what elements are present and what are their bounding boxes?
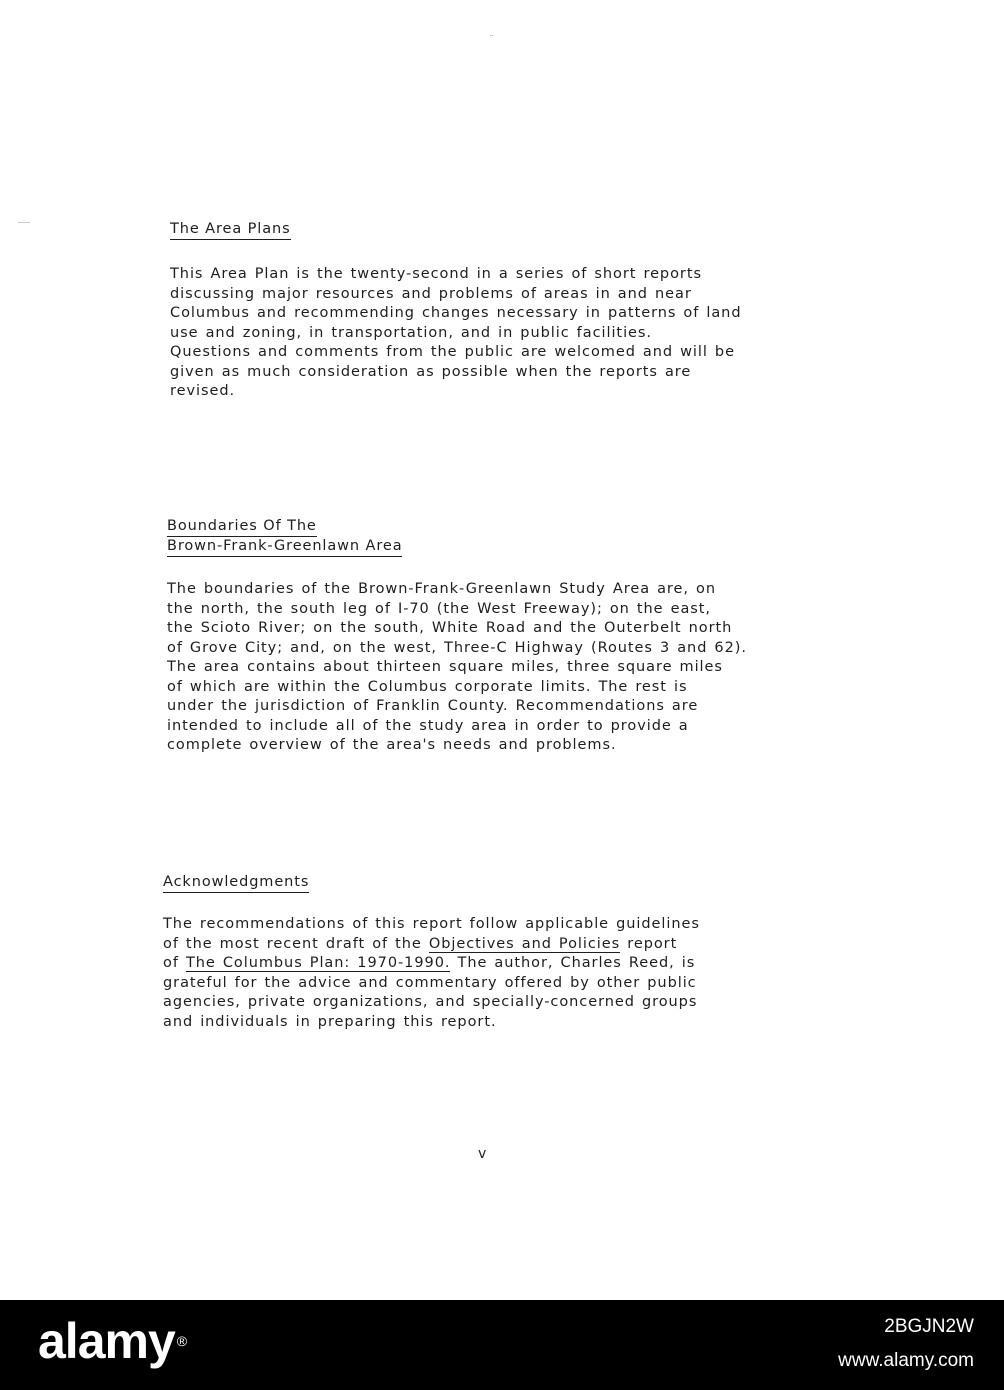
text-line: the north, the south leg of I-70 (the West Freeway); on the east,	[167, 600, 711, 617]
watermark-url: www.alamy.com	[838, 1350, 974, 1371]
text-line: use and zoning, in transportation, and in public facilities.	[170, 324, 652, 341]
report-title-columbus-plan: The Columbus Plan: 1970-1990.	[185, 955, 451, 971]
text-line: revised.	[170, 383, 236, 399]
report-title-objectives-policies: Objectives and Policies	[428, 935, 621, 952]
text-line: complete overview of the area's needs and problems.	[167, 737, 617, 753]
text-line: of the most recent draft of the Objectives and Policies report	[163, 935, 678, 952]
text-line: under the jurisdiction of Franklin County. Recommendations are	[167, 698, 699, 714]
alamy-logo: alamy ®	[38, 1313, 188, 1369]
text-line: The area contains about thirteen square miles, three square miles	[167, 659, 723, 675]
text-line: of The Columbus Plan: 1970-1990. The author, Charles Reed, is	[163, 955, 696, 971]
text-line: The recommendations of this report follow applicable guidelines	[163, 916, 700, 932]
text-line: discussing major resources and problems of areas in and near	[170, 285, 692, 302]
paragraph-area-plans	[170, 265, 741, 402]
scan-speck	[490, 35, 493, 36]
text-line: intended to include all of the study area in order to provide a	[167, 717, 689, 734]
text-line: of which are within the Columbus corporate limits. The rest is	[167, 678, 688, 695]
section-heading-area-plans: The Area Plans	[170, 220, 291, 240]
scan-speck	[18, 222, 30, 223]
paragraph-boundaries	[167, 580, 747, 756]
paragraph-acknowledgments	[163, 915, 700, 1032]
text-line: Questions and comments from the public are welcomed and will be	[170, 344, 735, 360]
section-heading-acknowledgments: Acknowledgments	[163, 873, 309, 893]
text-line: grateful for the advice and commentary offered by other public	[163, 974, 697, 991]
text-line: The boundaries of the Brown-Frank-Greenlawn Study Area are, on	[167, 581, 716, 597]
text-line: agencies, private organizations, and specially-concerned groups	[163, 994, 698, 1010]
text-line: This Area Plan is the twenty-second in a series of short reports	[170, 266, 702, 282]
text-line: of Grove City; and, on the west, Three-C Highway (Routes 3 and 62).	[167, 639, 747, 656]
text-line: the Scioto River; on the south, White Road and the Outerbelt north	[167, 620, 733, 636]
image-id: 2BGJN2W	[884, 1316, 974, 1337]
text-line: Columbus and recommending changes necessary in patterns of land	[170, 305, 742, 321]
page-number: v	[478, 1146, 488, 1162]
text-line: given as much consideration as possible when the reports are	[170, 363, 692, 380]
text-line: and individuals in preparing this report.	[163, 1013, 497, 1030]
section-heading-boundaries: Boundaries Of The Brown-Frank-Greenlawn Area	[167, 517, 402, 557]
